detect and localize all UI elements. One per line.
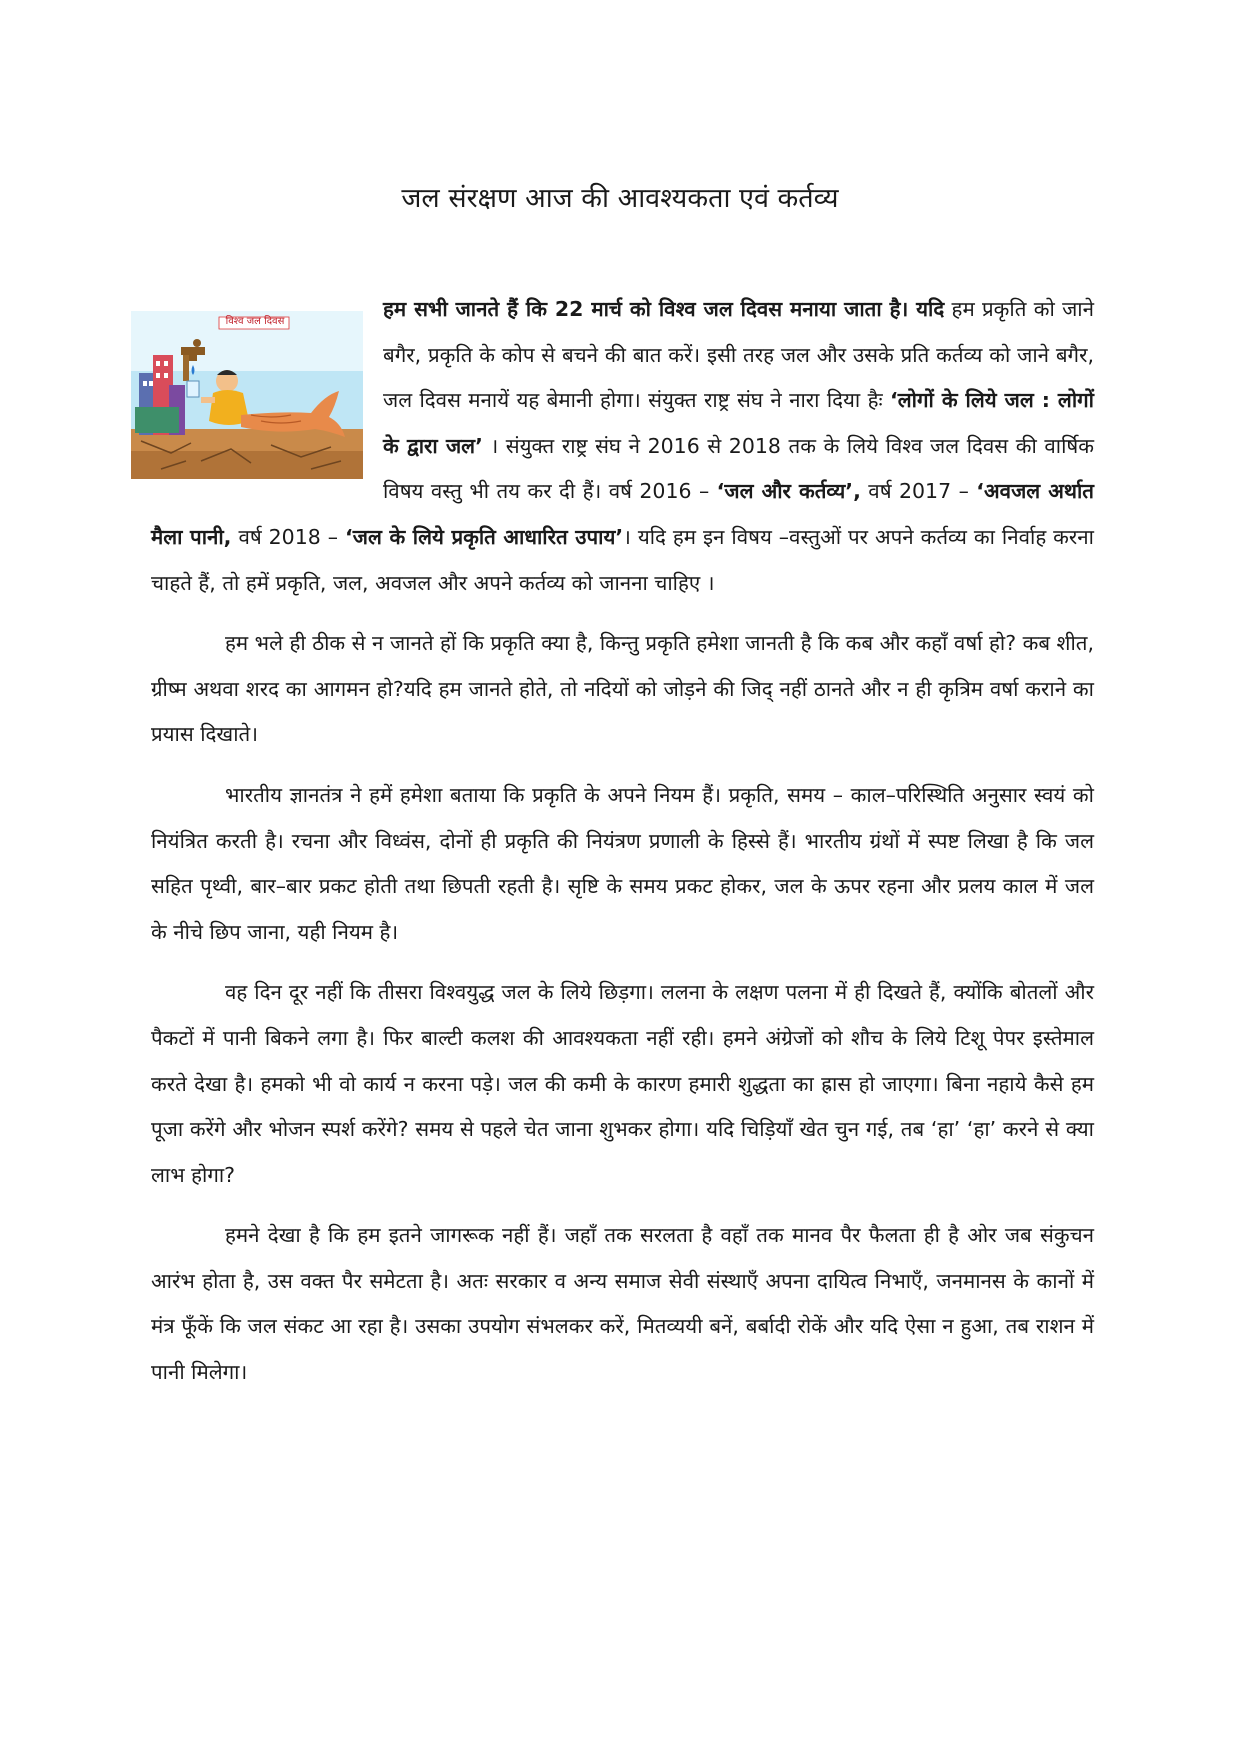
theme-2017: ‘अवजल अर्थात मैला पानी, — [151, 479, 1094, 549]
theme-2016: ‘जल और कर्तव्य’, — [716, 479, 861, 504]
paragraph-1-part-1: हम सभी जानते हैं कि 22 मार्च को विश्व जल दिवस मनाया जाता है। यदि — [383, 297, 945, 321]
paragraph-1-part-2: हम प्रकृति को जाने बगैर, प्रकृति के कोप से बचने की बात करें। इसी तरह जल और उसके प्रति कर्तव्य को जाने बगैर, जल दिवस मनायें यह बेमानी होगा। संयुक्त राष्ट्र संघ ने नारा दिया हैः — [383, 297, 1094, 413]
article-body — [151, 287, 1094, 1411]
paragraph-1-part-4: । संयुक्त राष्ट्र संघ ने 2016 से 2018 तक के लिये विश्व जल दिवस की वार्षिक विषय वस्तु भी तय कर दी हैं। वर्ष 2016 – — [383, 433, 1094, 504]
theme-2018: ‘जल के लिये प्रकृति आधारित उपाय’ — [344, 524, 624, 549]
page-title: जल संरक्षण आज की आवश्यकता एवं कर्तव्य — [401, 183, 839, 215]
un-slogan: ‘लोगों के लिये जल : लोगों के द्वारा जल’ — [383, 388, 1094, 458]
paragraph-4: वह दिन दूर नहीं कि तीसरा विश्वयुद्ध जल के लिये छिड़गा। ललना के लक्षण पलना में ही दिखते हैं, क्योंकि बोतलों और पैकटों में पानी बिकने लगा है। फिर बाल्टी कलश की आवश्यकता नहीं रही। हमने अंग्रेजों को शौच के लिये टिशू पेपर इस्तेमाल करते देखा है। हमको भी वो कार्य न करना पड़े। जल की कमी के कारण हमारी शुद्धता का ह्रास हो जाएगा। बिना नहाये कैसे हम पूजा करेंगे और भोजन स्पर्श करेंगे? समय से पहले चेत जाना शुभकर होगा। यदि चिड़ियाँ खेत चुन गई, तब ‘हा’ ‘हा’ करने से क्या लाभ होगा? — [151, 980, 1094, 1187]
cartoon-water-illustration — [131, 311, 363, 479]
paragraph-1 — [151, 287, 1094, 606]
illustration-caption: विश्व जल दिवस — [225, 316, 285, 327]
paragraph-2: हम भले ही ठीक से न जानते हों कि प्रकृति क्या है, किन्तु प्रकृति हमेशा जानती है कि कब और कहाँ वर्षा हो? कब शीत, ग्रीष्म अथवा शरद का आगमन हो?यदि हम जानते होते, तो नदियों को जोड़ने की जिद् नहीं ठानते और न ही कृत्रिम वर्षा कराने का प्रयास दिखाते। — [151, 631, 1095, 747]
paragraph-1-part-8: वर्ष 2018 – — [231, 524, 345, 549]
paragraph-1-part-10: । यदि हम इन विषय –वस्तुओं पर अपने कर्तव्य का निर्वाह करना चाहते हैं, तो हमें प्रकृति, जल, अवजल और अपने कर्तव्य को जानना चाहिए । — [151, 524, 1094, 595]
paragraph-1-part-6: वर्ष 2017 – — [860, 479, 977, 504]
paragraph-5: हमने देखा है कि हम इतने जागरूक नहीं हैं। जहाँ तक सरलता है वहाँ तक मानव पैर फैलता ही है ओर जब संकुचन आरंभ होता है, उस वक्त पैर समेटता है। अतः सरकार व अन्य समाज सेवी संस्थाएँ अपना दायित्व निभाएँ, जनमानस के कानों में मंत्र फूँकें कि जल संकट आ रहा है। उसका उपयोग संभलकर करें, मितव्ययी बनें, बर्बादी रोकें और यदि ऐसा न हुआ, तब राशन में पानी मिलेगा। — [151, 1223, 1094, 1385]
paragraph-3: भारतीय ज्ञानतंत्र ने हमें हमेशा बताया कि प्रकृति के अपने नियम हैं। प्रकृति, समय – काल–परिस्थिति अनुसार स्वयं को नियंत्रित करती है। रचना और विध्वंस, दोनों ही प्रकृति की नियंत्रण प्रणाली के हिस्से हैं। भारतीय ग्रंथों में स्पष्ट लिखा है कि जल सहित पृथ्वी, बार–बार प्रकट होती तथा छिपती रहती है। सृष्टि के समय प्रकट होकर, जल के ऊपर रहना और प्रलय काल में जल के नीचे छिप जाना, यही नियम है। — [151, 782, 1094, 944]
